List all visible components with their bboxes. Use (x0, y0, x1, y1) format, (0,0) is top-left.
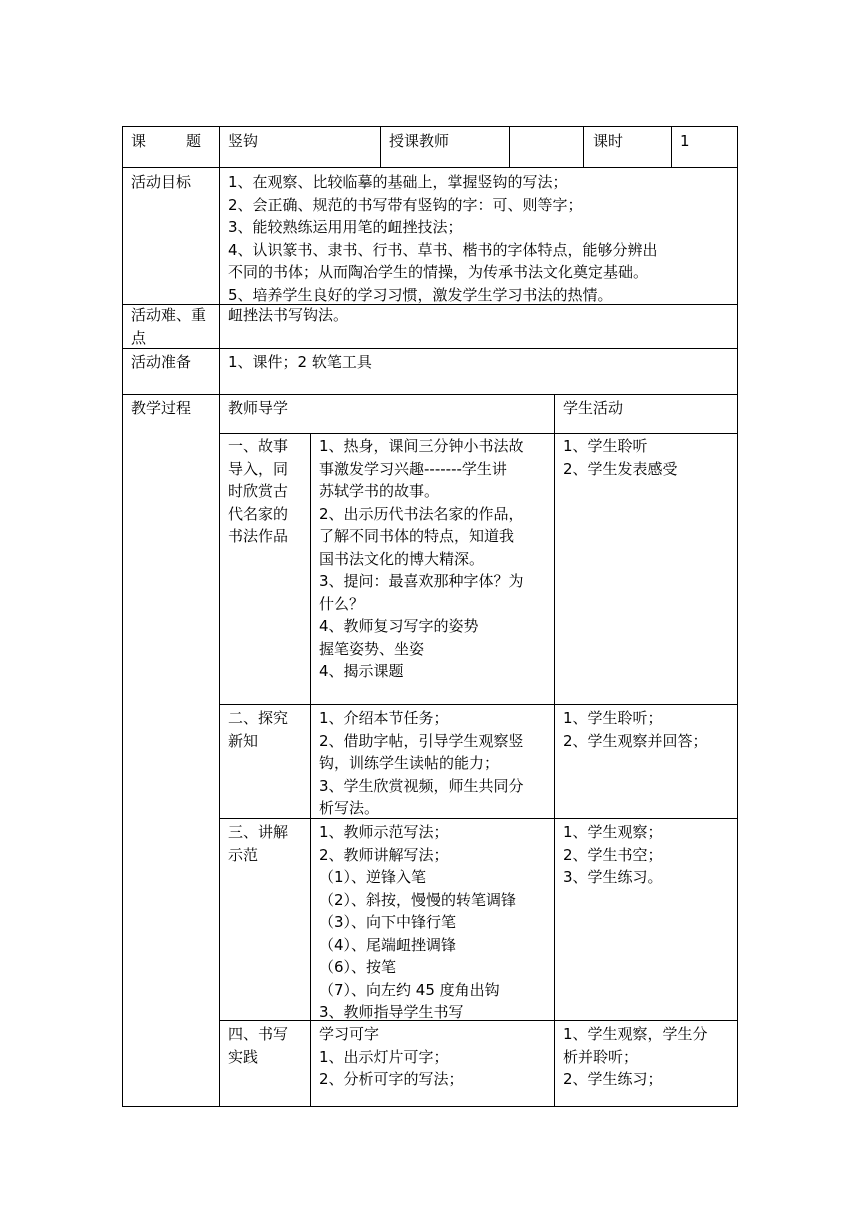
teacher-guide-header: 教师导学 (228, 399, 289, 417)
goal-line: 2、会正确、规范的书写带有竖钩的字：可、则等字； (228, 195, 583, 214)
stage-title-line: 二、探究 (228, 709, 289, 727)
teacher-line: （7）、向左约 45 度角出钩 (319, 980, 500, 999)
student-line: 1、学生聆听； (563, 709, 663, 727)
goals-label: 活动目标 (131, 173, 192, 191)
stage-title-line: 新知 (228, 731, 259, 750)
stage-teacher-content (319, 821, 551, 1024)
period-value: 1 (680, 132, 690, 150)
student-line: 2、学生观察并回答； (563, 731, 708, 750)
teacher-line: 2、出示历代书法名家的作品， (319, 504, 524, 523)
stage-student-content (563, 1023, 733, 1091)
student-line: 1、学生聆听 (563, 437, 648, 455)
teacher-line: 3、学生欣赏视频，师生共同分 (319, 776, 524, 795)
teacher-line: 什么？ (319, 594, 365, 613)
teacher-line: 事激发学习兴趣-------学生讲 (319, 459, 507, 478)
student-line: 2、学生练习； (563, 1070, 663, 1088)
stage-title-line: 实践 (228, 1047, 259, 1066)
table-border-bottom (122, 1106, 738, 1107)
teacher-line: 3、教师指导学生书写 (319, 1003, 464, 1021)
teacher-line: （2）、斜按，慢慢的转笔调锋 (319, 890, 517, 909)
goal-line: 3、能较熟练运用用笔的衄挫技法； (228, 218, 463, 236)
col-divider (380, 126, 381, 168)
goals-content (228, 171, 733, 306)
stage-student-content (563, 435, 733, 480)
goal-line: 4、认识篆书、隶书、行书、草书、楷书的字体特点，能够分辨出 (228, 240, 658, 259)
goal-line: 5、培养学生良好的学习习惯，激发学生学习书法的热情。 (228, 285, 613, 304)
difficulty-label-line: 活动难、重 (131, 306, 207, 324)
course-label-char: 课 (131, 132, 147, 150)
col-divider (554, 394, 555, 1107)
teacher-line: 2、分析可字的写法； (319, 1070, 464, 1088)
stage-teacher-content (319, 435, 551, 683)
teacher-line: 4、揭示课题 (319, 662, 404, 680)
prep-value: 1、课件；2 软笔工具 (228, 353, 372, 371)
goal-line: 不同的书体；从而陶冶学生的情操，为传承书法文化奠定基础。 (228, 263, 649, 281)
stage-title-line: 四、书写 (228, 1025, 289, 1043)
process-label: 教学过程 (131, 399, 192, 417)
teacher-label: 授课教师 (389, 132, 450, 150)
teacher-line: 析写法。 (319, 799, 380, 817)
row-divider (122, 167, 738, 168)
difficulty-value: 衄挫法书写钩法。 (228, 306, 349, 324)
teacher-line: 3、提问：最喜欢那种字体？为 (319, 572, 524, 590)
student-line: 3、学生练习。 (563, 868, 663, 886)
stage-title-line: 书法作品 (228, 527, 289, 545)
stage-title-line: 导入，同 (228, 459, 289, 478)
teacher-line: （3）、向下中锋行笔 (319, 913, 457, 931)
col-divider (583, 126, 584, 168)
teacher-line: （4）、尾端衄挫调锋 (319, 935, 457, 954)
teacher-line: 苏轼学书的故事。 (319, 482, 440, 500)
stage-title-line: 一、故事 (228, 437, 289, 455)
stage-teacher-content (319, 1023, 551, 1091)
teacher-line: 4、教师复习写字的姿势 (319, 617, 479, 635)
stage-student-content (563, 707, 733, 752)
table-border-top (122, 126, 738, 127)
row-divider (122, 394, 738, 395)
col-divider (509, 126, 510, 168)
stage-title (228, 821, 306, 866)
stage-title-line: 时欣赏古 (228, 482, 289, 500)
row-divider (122, 348, 738, 349)
teacher-line: 握笔姿势、坐姿 (319, 639, 425, 658)
goal-line: 1、在观察、比较临摹的基础上，掌握竖钩的写法； (228, 173, 568, 191)
course-label (131, 130, 201, 153)
col-divider (671, 126, 672, 168)
student-line: 2、学生书空； (563, 845, 663, 864)
table-border-left (122, 126, 123, 1107)
student-line: 析并聆听； (563, 1047, 639, 1066)
col-divider (310, 433, 311, 1107)
teacher-line: 学习可字 (319, 1025, 380, 1043)
teacher-line: （1）、逆锋入笔 (319, 868, 427, 886)
row-divider (219, 704, 738, 705)
difficulty-label (131, 304, 206, 349)
prep-label: 活动准备 (131, 353, 192, 371)
teacher-line: 2、借助字帖，引导学生观察竖 (319, 731, 524, 750)
course-label-char: 题 (185, 132, 201, 150)
student-line: 1、学生观察，学生分 (563, 1025, 708, 1043)
stage-title (228, 707, 306, 752)
student-line: 2、学生发表感受 (563, 459, 678, 478)
row-divider (219, 433, 738, 434)
course-value: 竖钩 (228, 132, 259, 150)
teacher-line: 1、出示灯片可字； (319, 1047, 449, 1066)
teacher-line: 2、教师讲解写法； (319, 845, 449, 864)
stage-title-line: 三、讲解 (228, 823, 289, 841)
difficulty-label-line: 点 (131, 328, 147, 347)
stage-title (228, 435, 306, 548)
stage-title (228, 1023, 306, 1068)
stage-student-content (563, 821, 733, 889)
table-border-right (737, 126, 738, 1107)
period-label: 课时 (593, 132, 624, 150)
stage-title-line: 代名家的 (228, 504, 289, 523)
teacher-line: 国书法文化的博大精深。 (319, 549, 485, 568)
student-line: 1、学生观察； (563, 823, 663, 841)
teacher-line: （6）、按笔 (319, 958, 397, 976)
teacher-line: 1、介绍本节任务； (319, 709, 449, 727)
teacher-line: 了解不同书体的特点，知道我 (319, 527, 515, 545)
teacher-line: 1、热身，课间三分钟小书法故 (319, 437, 524, 455)
col-divider (219, 126, 220, 1107)
student-activity-header: 学生活动 (563, 399, 624, 417)
teacher-line: 1、教师示范写法； (319, 823, 449, 841)
stage-title-line: 示范 (228, 845, 259, 864)
teacher-line: 钩，训练学生读帖的能力； (319, 754, 500, 772)
stage-teacher-content (319, 707, 551, 820)
